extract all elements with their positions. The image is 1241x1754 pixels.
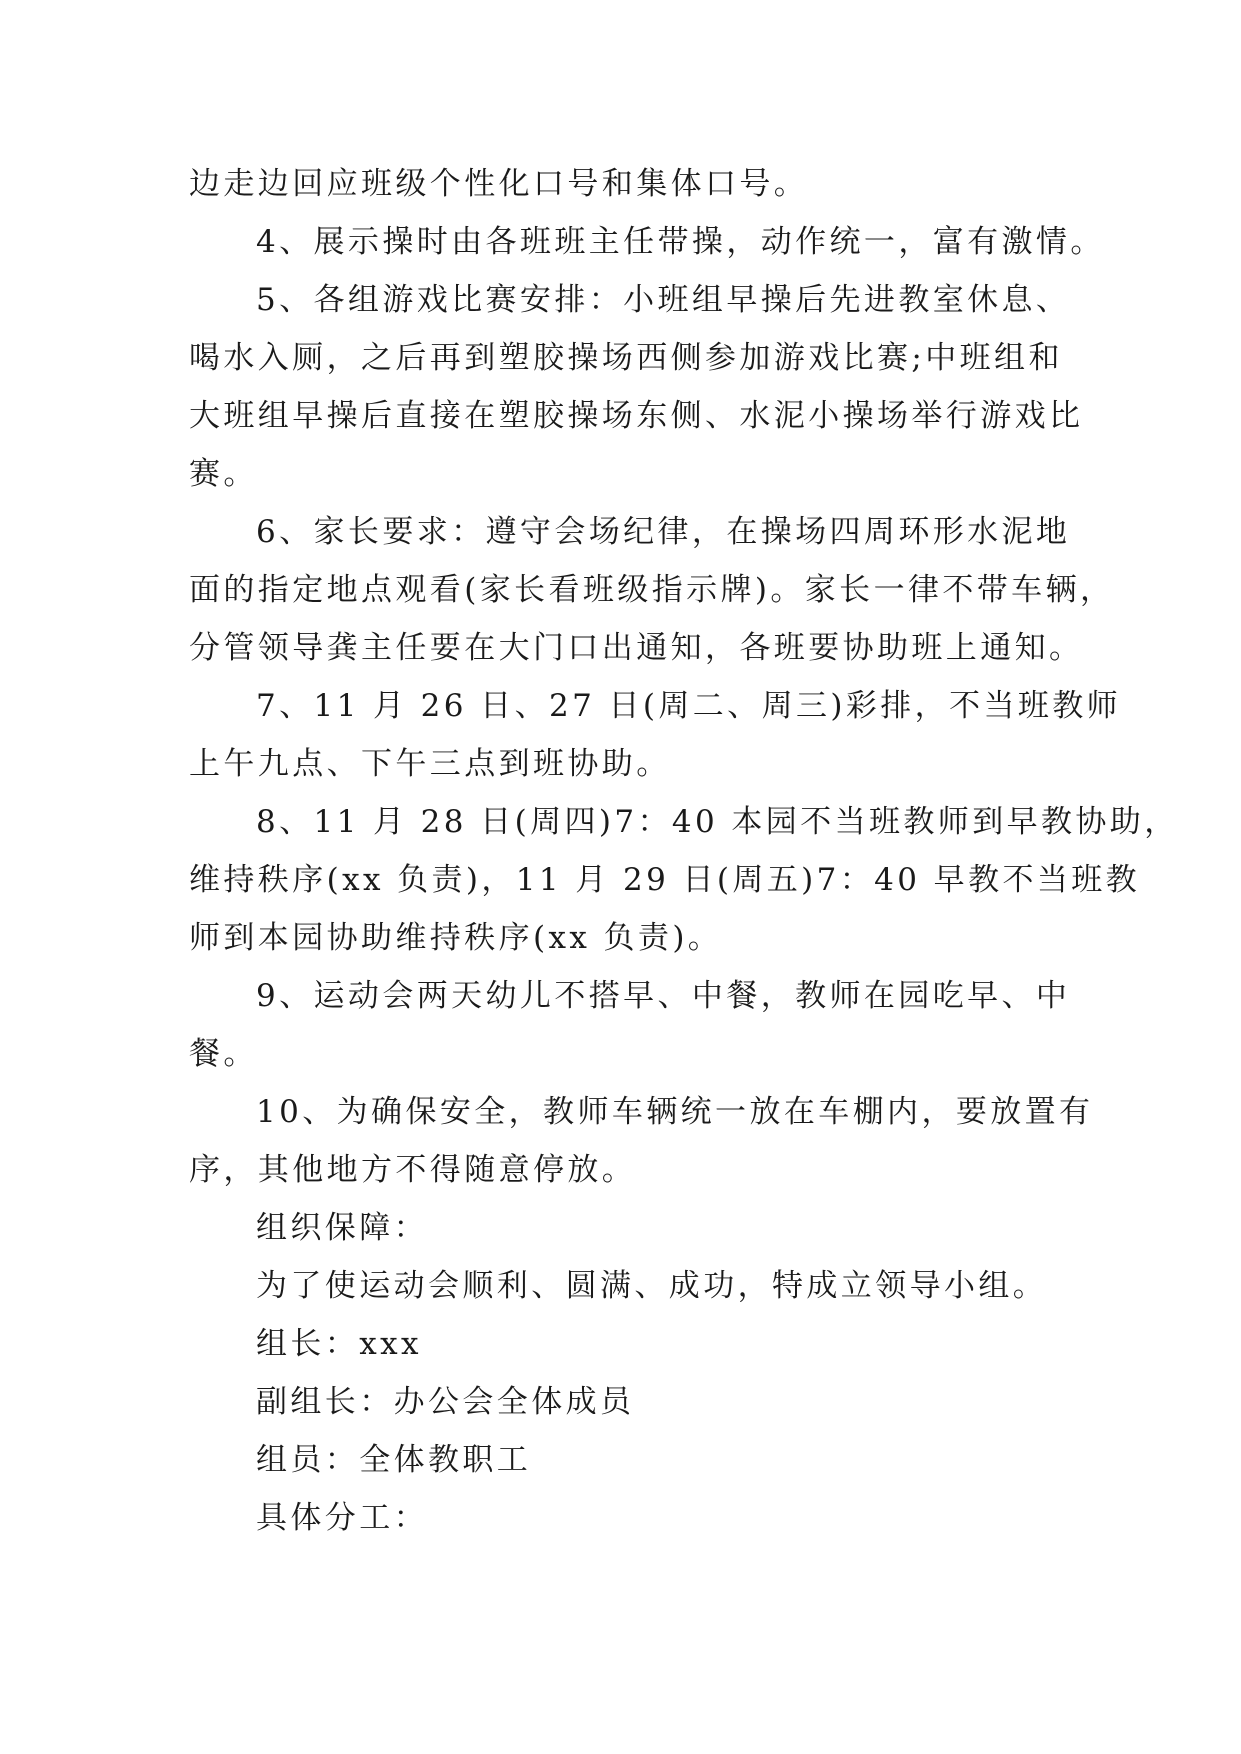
document-body <box>189 155 1179 1547</box>
text-line-20: 为了使运动会顺利、圆满、成功，特成立领导小组。 <box>256 1268 1048 1304</box>
text-line-12: 8、11 月 28 日(周四)7：40 本园不当班教师到早教协助， <box>256 804 1179 840</box>
text-line-9: 分管领导龚主任要在大门口出通知，各班要协助班上通知。 <box>189 630 1084 666</box>
text-line-10: 7、11 月 26 日、27 日(周二、周三)彩排，不当班教师 <box>256 688 1122 724</box>
section-heading-organization: 组织保障： <box>256 1210 428 1246</box>
text-line-6: 赛。 <box>189 456 258 492</box>
text-line-5: 大班组早操后直接在塑胶操场东侧、水泥小操场举行游戏比 <box>189 398 1084 434</box>
text-line-17: 10、为确保安全，教师车辆统一放在车棚内，要放置有 <box>256 1094 1094 1130</box>
text-line-7: 6、家长要求：遵守会场纪律，在操场四周环形水泥地 <box>256 514 1071 550</box>
text-line-18: 序，其他地方不得随意停放。 <box>189 1152 637 1188</box>
text-line-11: 上午九点、下午三点到班协助。 <box>189 746 671 782</box>
team-members-line: 组员：全体教职工 <box>256 1442 532 1478</box>
text-line-3: 5、各组游戏比赛安排：小班组早操后先进教室休息、 <box>256 282 1071 318</box>
text-line-15: 9、运动会两天幼儿不搭早、中餐，教师在园吃早、中 <box>256 978 1071 1014</box>
text-line-4: 喝水入厕，之后再到塑胶操场西侧参加游戏比赛;中班组和 <box>189 340 1063 376</box>
deputy-leader-line: 副组长：办公会全体成员 <box>256 1384 635 1420</box>
text-line-13: 维持秩序(xx 负责)，11 月 29 日(周五)7：40 早教不当班教 <box>189 862 1141 898</box>
text-line-8: 面的指定地点观看(家长看班级指示牌)。家长一律不带车辆， <box>189 572 1115 608</box>
text-line-1: 边走边回应班级个性化口号和集体口号。 <box>189 166 809 202</box>
text-line-14: 师到本园协助维持秩序(xx 负责)。 <box>189 920 723 956</box>
team-leader-line: 组长：xxx <box>256 1326 422 1362</box>
text-line-2: 4、展示操时由各班班主任带操，动作统一，富有激情。 <box>256 224 1105 260</box>
section-heading-division: 具体分工： <box>256 1500 428 1536</box>
text-line-16: 餐。 <box>189 1036 258 1072</box>
